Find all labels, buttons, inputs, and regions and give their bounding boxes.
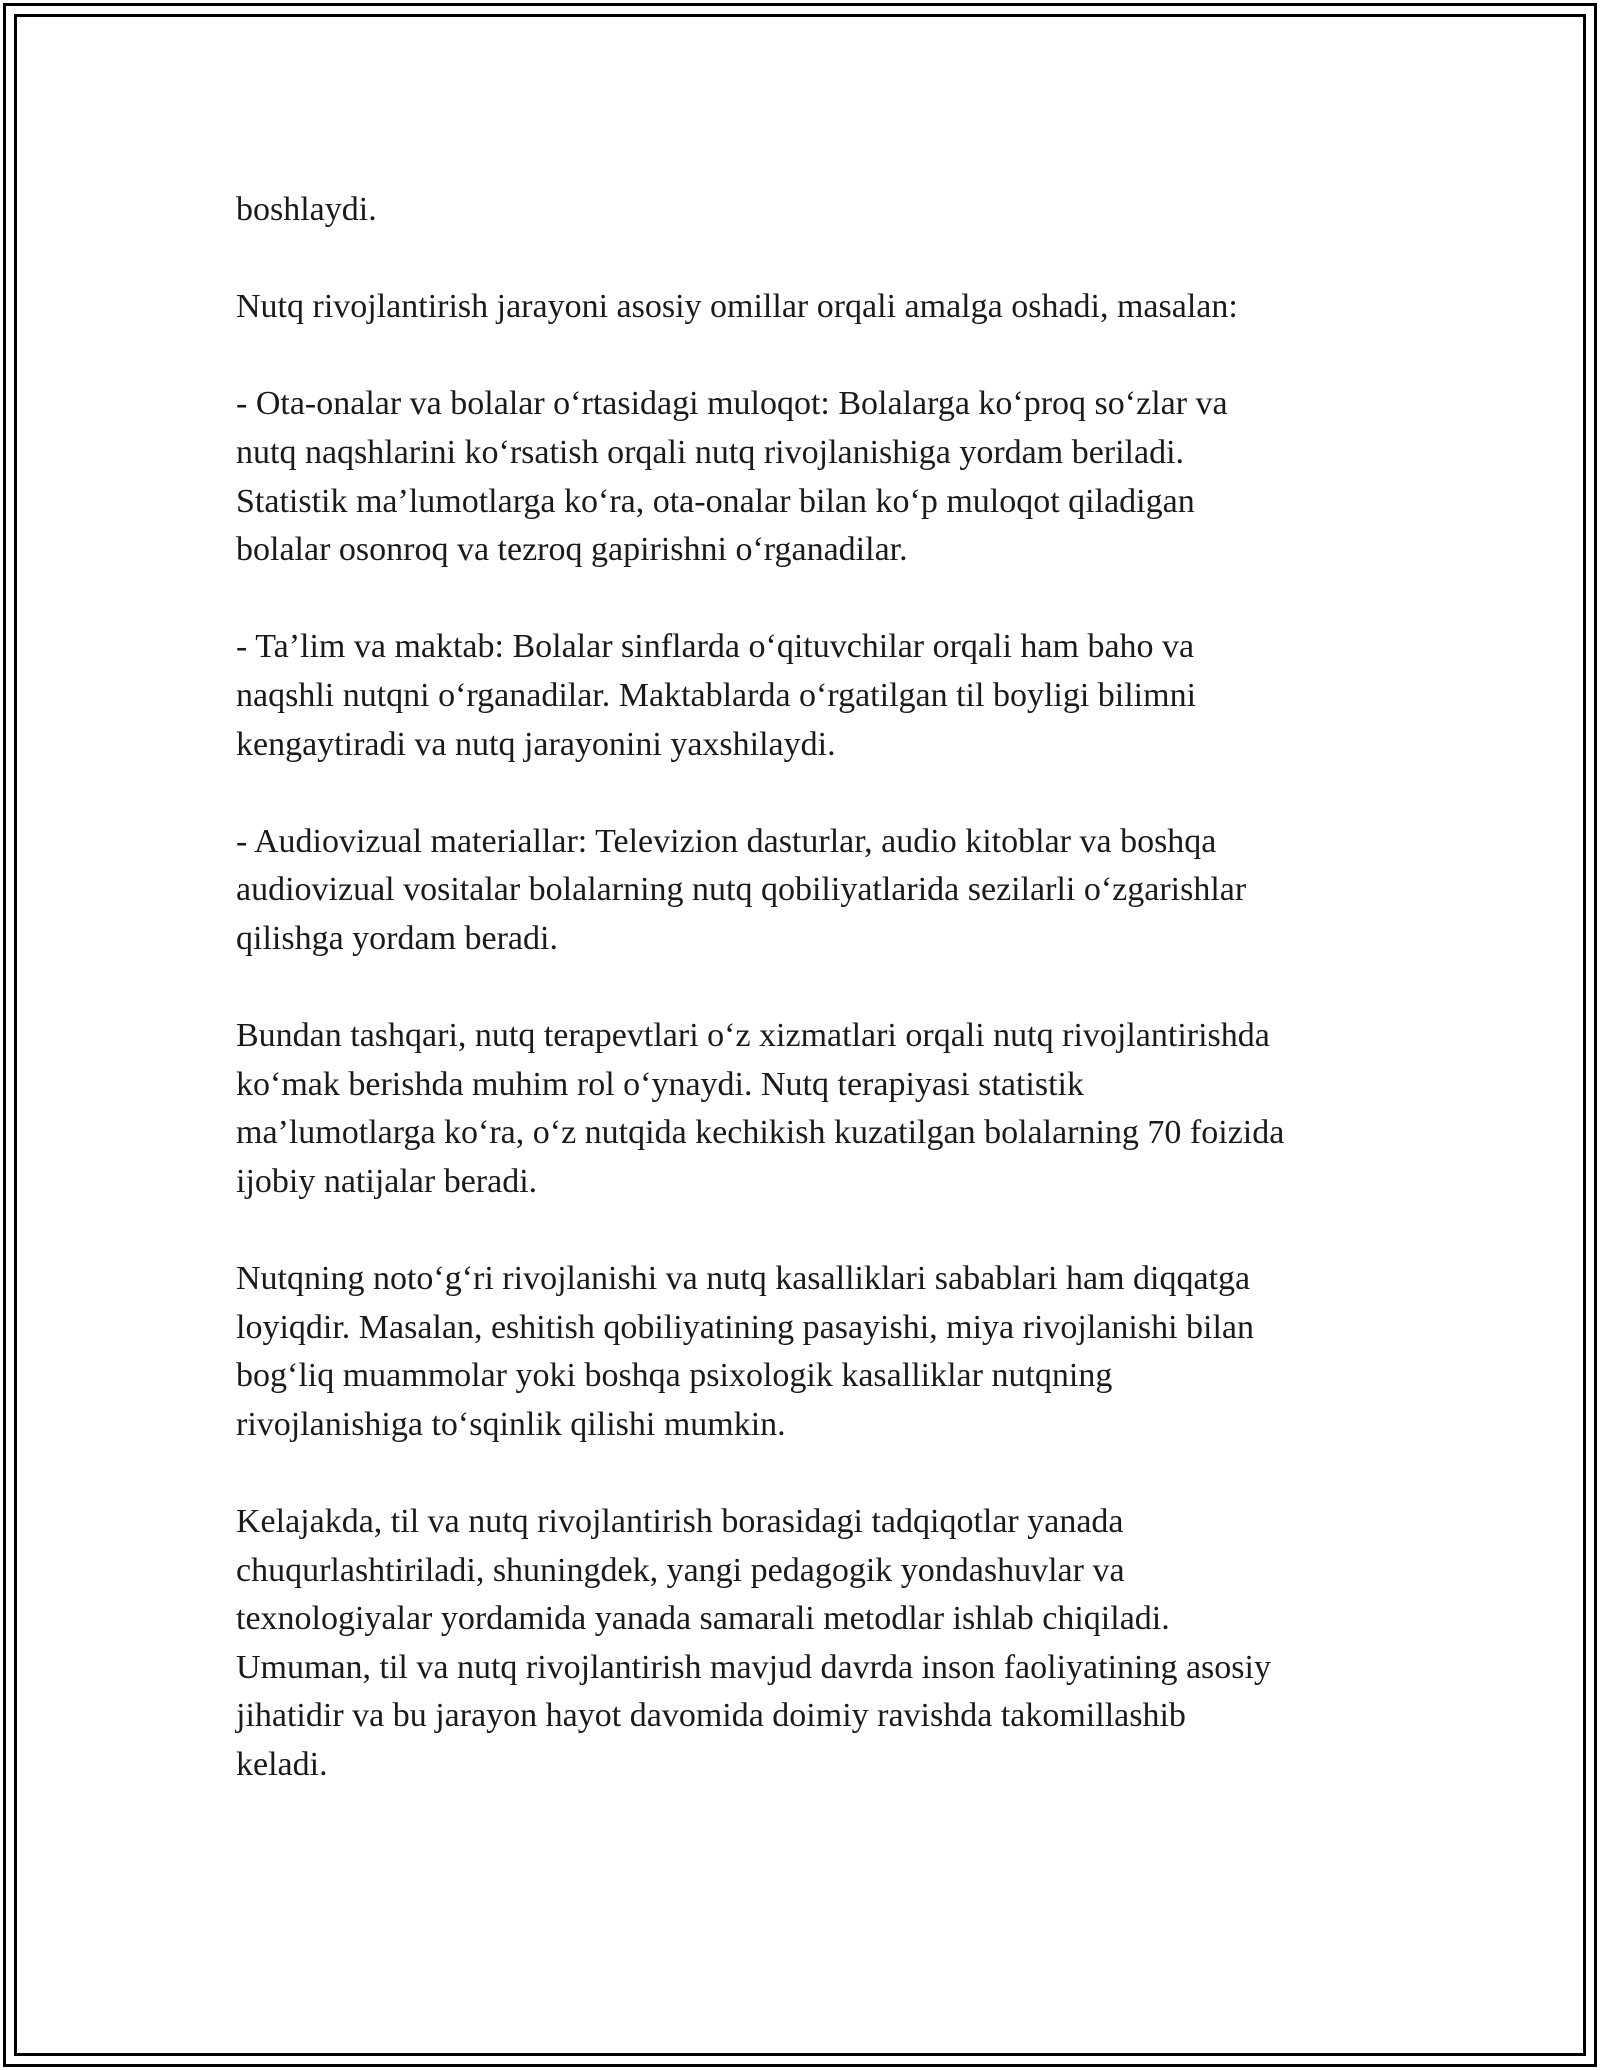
document-body <box>236 186 1386 1790</box>
paragraph-future-research: Kelajakda, til va nutq rivojlantirish borasidagi tadqiqotlar yanada chuqurlashtiriladi, shuningdek, yangi pedagogik yondashuvlar va texnologiyalar yordamida yanada samarali metodlar ishlab chiqiladi. Umuman, til va nutq rivojlantirish mavjud davrda inson faoliyatining asosiy jihatidir va bu jarayon hayot davomida doimiy ravishda takomillashib keladi. <box>236 1503 1271 1783</box>
paragraph-education-school: - Ta’lim va maktab: Bolalar sinflarda o‘qituvchilar orqali ham baho va naqshli nutqni o‘rganadilar. Maktablarda o‘rgatilgan til boyligi bilimni kengaytiradi va nutq jarayonini yaxshilaydi. <box>236 628 1197 763</box>
paragraph-intro-factors: Nutq rivojlantirish jarayoni asosiy omillar orqali amalga oshadi, masalan: <box>236 288 1238 326</box>
paragraph-audiovisual-materials: - Audiovizual materiallar: Televizion dasturlar, audio kitoblar va boshqa audiovizual vositalar bolalarning nutq qobiliyatlarida sezilarli o‘zgarishlar qilishga yordam beradi. <box>236 822 1247 957</box>
paragraph-speech-disorders: Nutqning noto‘g‘ri rivojlanishi va nutq kasalliklari sabablari ham diqqatga loyiqdir. Masalan, eshitish qobiliyatining pasayishi, miya rivojlanishi bilan bog‘liq muammolar yoki boshqa psixologik kasalliklar nutqning rivojlanishiga to‘sqinlik qilishi mumkin. <box>236 1260 1255 1443</box>
paragraph-parent-child-communication: - Ota-onalar va bolalar o‘rtasidagi muloqot: Bolalarga ko‘proq so‘zlar va nutq naqshlarini ko‘rsatish orqali nutq rivojlanishiga yordam beriladi. Statistik ma’lumotlarga ko‘ra, ota-onalar bilan ko‘p muloqot qiladigan bolalar osonroq va tezroq gapirishni o‘rganadilar. <box>236 385 1228 569</box>
paragraph-continuation: boshlaydi. <box>236 191 377 228</box>
paragraph-speech-therapists: Bundan tashqari, nutq terapevtlari o‘z xizmatlari orqali nutq rivojlantirishda ko‘mak berishda muhim rol o‘ynaydi. Nutq terapiyasi statistik ma’lumotlarga ko‘ra, o‘z nutqida kechikish kuzatilgan bolalarning 70 foizida ijobiy natijalar beradi. <box>236 1017 1285 1200</box>
